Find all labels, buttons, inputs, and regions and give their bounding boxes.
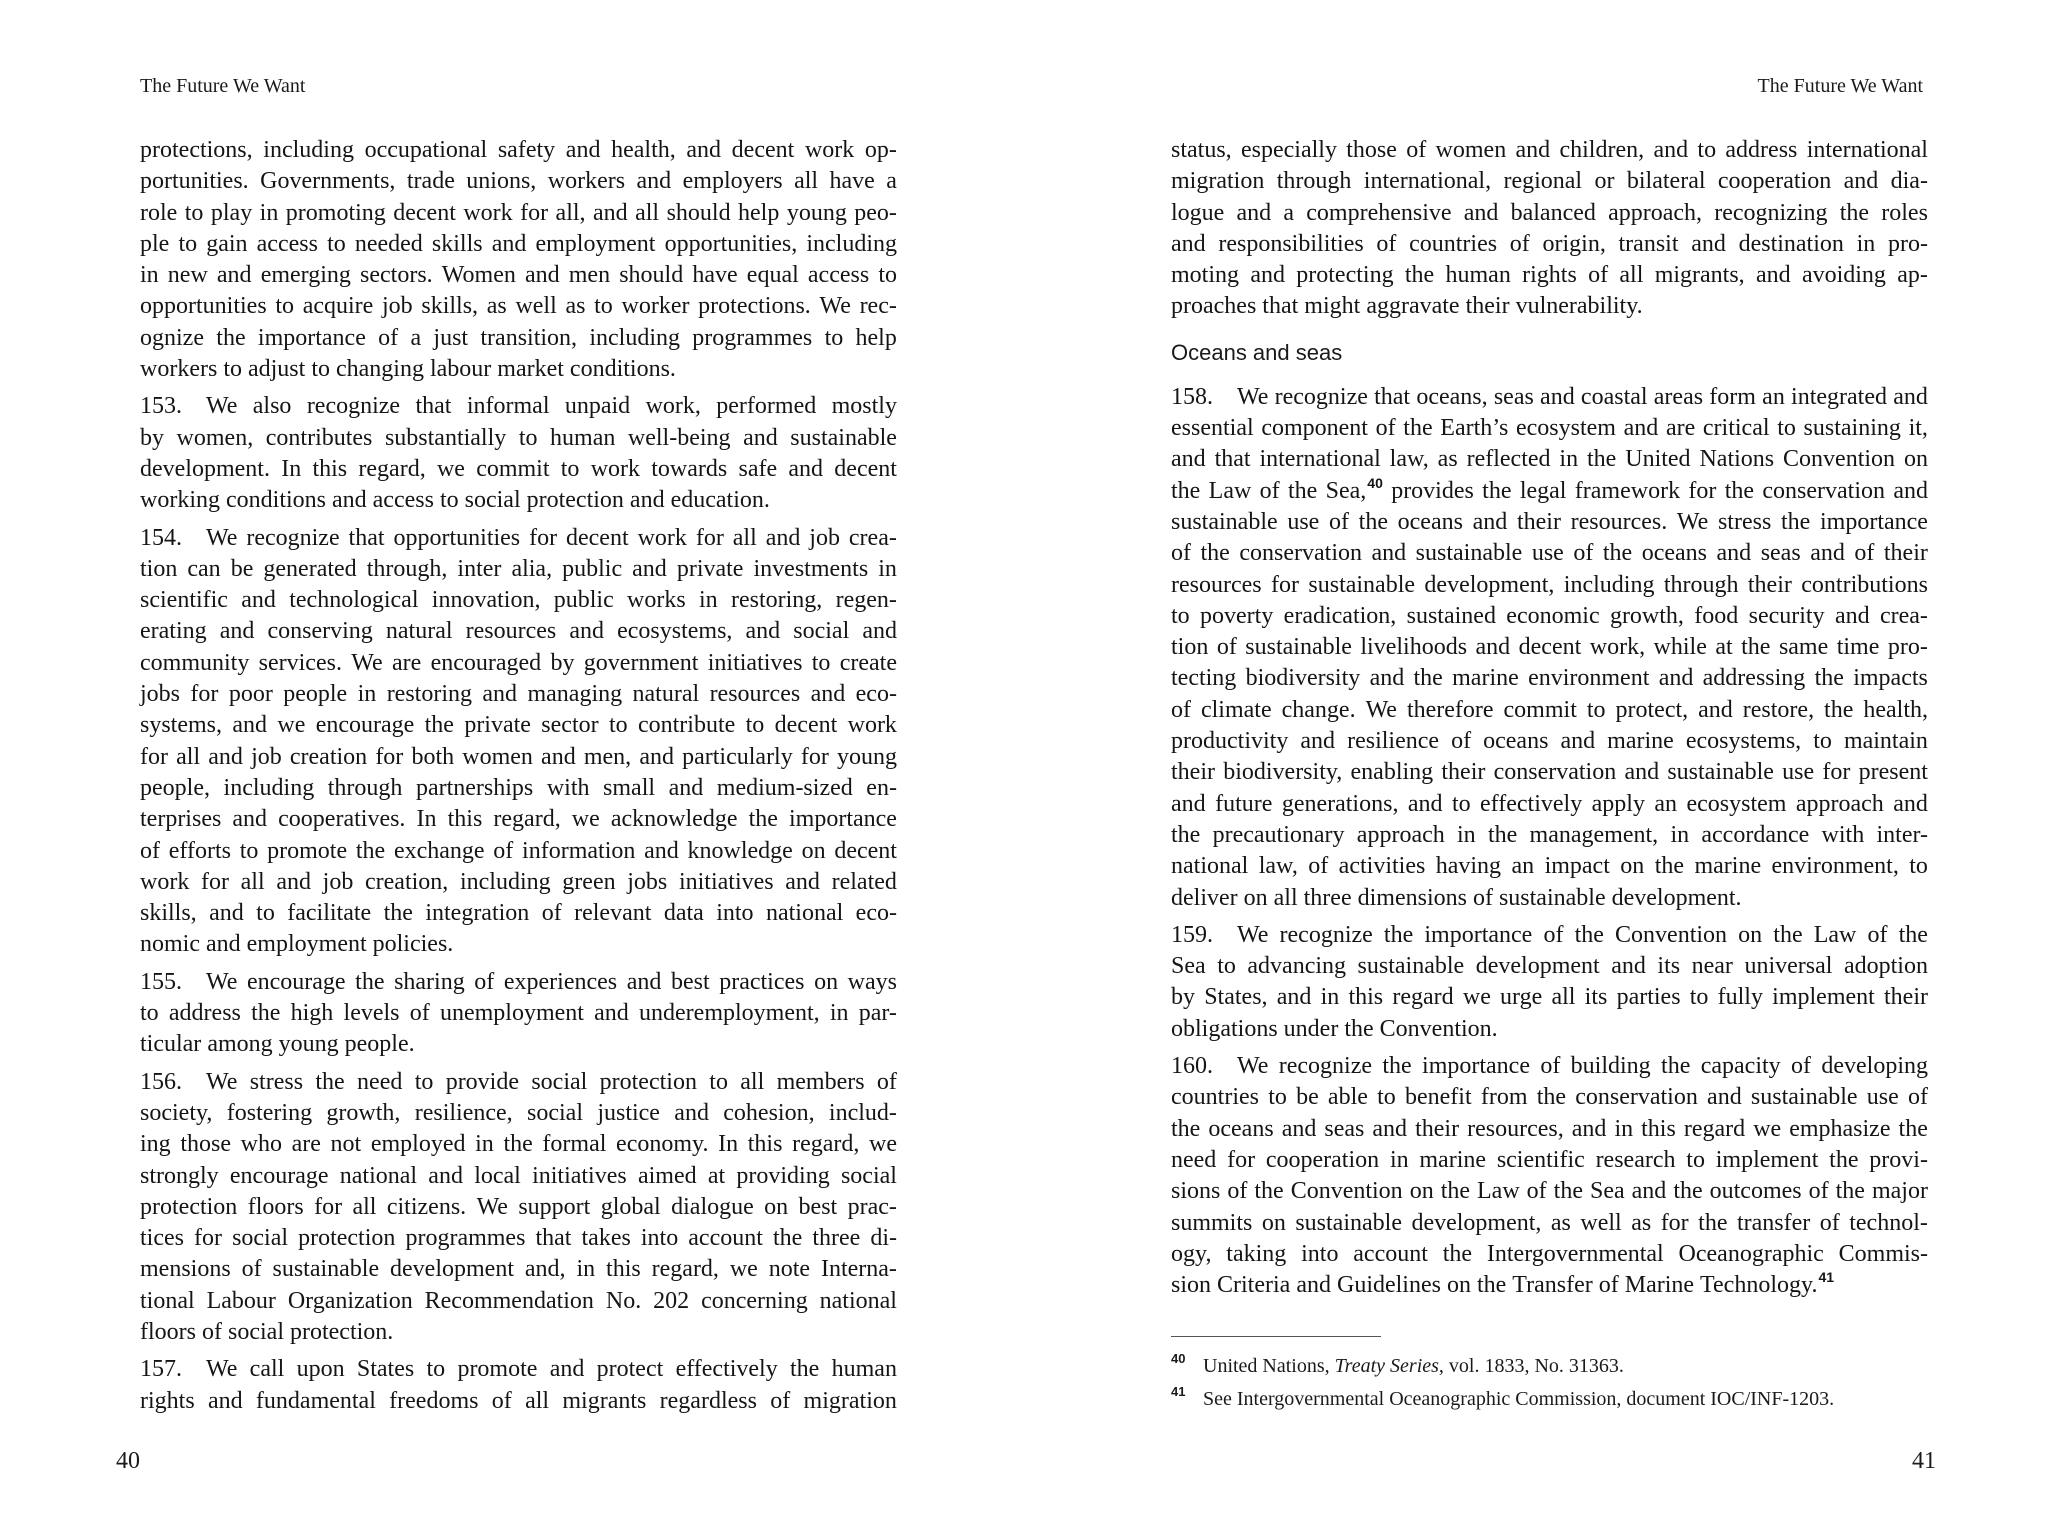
text-line: 156. We stress the need to provide social protection to all members of [140, 1068, 897, 1095]
text-line: protections, including occupational safety and health, and decent work op- [140, 137, 897, 163]
text-line: systems, and we encourage the private sector to contribute to decent work [140, 712, 897, 739]
paragraph [1171, 920, 1928, 1045]
paragraph [1171, 1051, 1928, 1301]
text-line: to address the high levels of unemployment and underemployment, in par- [140, 1000, 897, 1027]
right-page [1024, 0, 2048, 1536]
text-line: floors of social protection. [140, 1318, 394, 1345]
text-line: 155. We encourage the sharing of experiences and best practices on ways [140, 968, 897, 995]
text-line: tion of sustainable livelihoods and decent work, while at the same time pro- [1171, 634, 1928, 661]
text-line: productivity and resilience of oceans and marine ecosystems, to maintain [1171, 728, 1928, 755]
text-line: logue and a comprehensive and balanced approach, recognizing the roles [1171, 199, 1928, 226]
paragraph [140, 391, 897, 516]
text-line: 159. We recognize the importance of the Convention on the Law of the [1171, 921, 1928, 948]
text-line: workers to adjust to changing labour market conditions. [140, 356, 676, 383]
text-line: sion Criteria and Guidelines on the Transfer of Marine Technology.$^{41}$ [1171, 1269, 1835, 1299]
page-number: 41 [1912, 1448, 1936, 1474]
paragraph [140, 135, 897, 385]
text-line: development. In this regard, we commit to work towards safe and decent [140, 455, 897, 482]
text-line: 154. We recognize that opportunities for decent work for all and job crea- [140, 524, 897, 551]
text-line: people, including through partnerships with small and medium-sized en- [140, 774, 897, 801]
section-heading: Oceans and seas [1171, 339, 1343, 365]
text-line: Sea to advancing sustainable development and its near universal adoption [1171, 953, 1928, 980]
text-line: role to play in promoting decent work for all, and all should help young peo- [140, 199, 897, 226]
paragraph-list [1171, 382, 1928, 1302]
text-line: working conditions and access to social protection and education. [140, 487, 770, 514]
text-line: need for cooperation in marine scientific research to implement the provi- [1171, 1146, 1928, 1173]
text-line: work for all and job creation, including green jobs initiatives and related [140, 868, 897, 895]
text-line: their biodiversity, enabling their conservation and sustainable use for present [1171, 759, 1928, 786]
text-line: national law, of activities having an impact on the marine environment, to [1171, 853, 1928, 880]
text-line: tional Labour Organization Recommendation No. 202 concerning national [140, 1287, 897, 1314]
text-line: for all and job creation for both women and men, and particularly for young [140, 743, 897, 770]
footnote-ref: 40 [1367, 474, 1383, 491]
text-line: 157. We call upon States to promote and protect effectively the human [140, 1356, 897, 1383]
text-line: proaches that might aggravate their vulnerability. [1171, 293, 1643, 320]
footnote-number: 40 [1171, 1351, 1186, 1366]
text-line: by women, contributes substantially to human well-being and sustainable [140, 424, 897, 451]
footnote-number: 41 [1171, 1384, 1186, 1399]
text-line: erating and conserving natural resources and ecosystems, and social and [140, 618, 897, 645]
text-line: ing those who are not employed in the formal economy. In this regard, we [140, 1131, 897, 1158]
text-line: strongly encourage national and local initiatives aimed at providing social [140, 1162, 897, 1189]
text-line: migration through international, regional or bilateral cooperation and dia- [1171, 168, 1928, 195]
text-line: portunities. Governments, trade unions, workers and employers all have a [140, 168, 897, 195]
text-line: of the conservation and sustainable use of the oceans and seas and of their [1171, 540, 1928, 567]
paragraph-continuation [1171, 135, 1928, 323]
paragraph [140, 1067, 897, 1349]
text-line: deliver on all three dimensions of sustainable development. [1171, 884, 1742, 911]
text-line: ple to gain access to needed skills and employment opportunities, including [140, 230, 897, 257]
text-line: resources for sustainable development, including through their contributions [1171, 571, 1928, 598]
text-line: rights and fundamental freedoms of all migrants regardless of migration [140, 1387, 897, 1414]
text-line: of efforts to promote the exchange of information and knowledge on decent [140, 837, 897, 864]
text-line: to poverty eradication, sustained economic growth, food security and crea- [1171, 602, 1928, 629]
text-line: mensions of sustainable development and, in this regard, we note Interna- [140, 1256, 897, 1283]
text-line: sustainable use of the oceans and their resources. We stress the importance [1171, 508, 1928, 535]
running-header: The Future We Want [140, 75, 306, 97]
text-line: the oceans and seas and their resources, and in this regard we emphasize the [1171, 1115, 1928, 1142]
text-line: community services. We are encouraged by government initiatives to create [140, 649, 897, 676]
text-line: nomic and employment policies. [140, 931, 454, 958]
text-line: ognize the importance of a just transition, including programmes to help [140, 324, 897, 351]
text-line: 153. We also recognize that informal unpaid work, performed mostly [140, 393, 897, 420]
text-line: status, especially those of women and children, and to address international [1171, 137, 1928, 163]
footnote: 40 United Nations, Treaty Series, vol. 1833, No. 31363. [1171, 1351, 1624, 1377]
text-line: society, fostering growth, resilience, social justice and cohesion, includ- [140, 1099, 897, 1126]
running-header: The Future We Want [1757, 75, 1923, 97]
text-line: and future generations, and to effectively apply an ecosystem approach and [1171, 790, 1928, 817]
text-line: sions of the Convention on the Law of the Sea and the outcomes of the major [1171, 1178, 1928, 1205]
text-line: tecting biodiversity and the marine environment and addressing the impacts [1171, 665, 1928, 692]
text-line: by States, and in this regard we urge all its parties to fully implement their [1171, 984, 1928, 1011]
footnote: 41 See Intergovernmental Oceanographic Commission, document IOC/INF-1203. [1171, 1384, 1835, 1410]
paragraph [140, 523, 897, 961]
text-line: jobs for poor people in restoring and managing natural resources and eco- [140, 681, 897, 708]
text-line: 158. We recognize that oceans, seas and coastal areas form an integrated and [1171, 383, 1928, 410]
paragraph [1171, 135, 1928, 323]
footnote-ref: 41 [1818, 1269, 1835, 1286]
right-text-column [1171, 135, 1928, 1307]
footnotes [1171, 1350, 1931, 1416]
text-line: countries to be able to benefit from the conservation and sustainable use of [1171, 1084, 1928, 1111]
text-line: tion can be generated through, inter alia, public and private investments in [140, 555, 897, 582]
text-line: tices for social protection programmes that takes into account the three di- [140, 1225, 897, 1252]
text-line: the precautionary approach in the management, in accordance with inter- [1171, 821, 1928, 848]
text-line: scientific and technological innovation, public works in restoring, regen- [140, 587, 897, 614]
text-line: moting and protecting the human rights of all migrants, and avoiding ap- [1171, 262, 1928, 289]
text-line: in new and emerging sectors. Women and men should have equal access to [140, 262, 897, 289]
text-line: the Law of the Sea,$^{40}$ provides the legal framework for the conservation and [1171, 474, 1928, 504]
text-line: 160. We recognize the importance of building the capacity of developing [1171, 1053, 1928, 1080]
footnote-rule [1171, 1336, 1381, 1337]
text-line: essential component of the Earth’s ecosystem and are critical to sustaining it, [1171, 415, 1928, 442]
text-line: obligations under the Convention. [1171, 1015, 1498, 1042]
paragraph [140, 1354, 897, 1417]
text-line: of climate change. We therefore commit to protect, and restore, the health, [1171, 696, 1928, 723]
left-text-column [140, 135, 897, 1423]
text-line: and responsibilities of countries of origin, transit and destination in pro- [1171, 230, 1928, 257]
page-number: 40 [116, 1448, 140, 1474]
text-line: skills, and to facilitate the integration of relevant data into national eco- [140, 900, 897, 927]
paragraph [1171, 382, 1928, 914]
paragraph [140, 967, 897, 1061]
text-line: and that international law, as reflected in the United Nations Convention on [1171, 446, 1928, 473]
text-line: protection floors for all citizens. We support global dialogue on best prac- [140, 1193, 897, 1220]
text-line: terprises and cooperatives. In this regard, we acknowledge the importance [140, 806, 897, 833]
text-line: opportunities to acquire job skills, as well as to worker protections. We rec- [140, 293, 897, 320]
text-line: ticular among young people. [140, 1031, 415, 1058]
text-line: ogy, taking into account the Intergovernmental Oceanographic Commis- [1171, 1240, 1928, 1267]
text-line: summits on sustainable development, as well as for the transfer of technol- [1171, 1209, 1928, 1236]
